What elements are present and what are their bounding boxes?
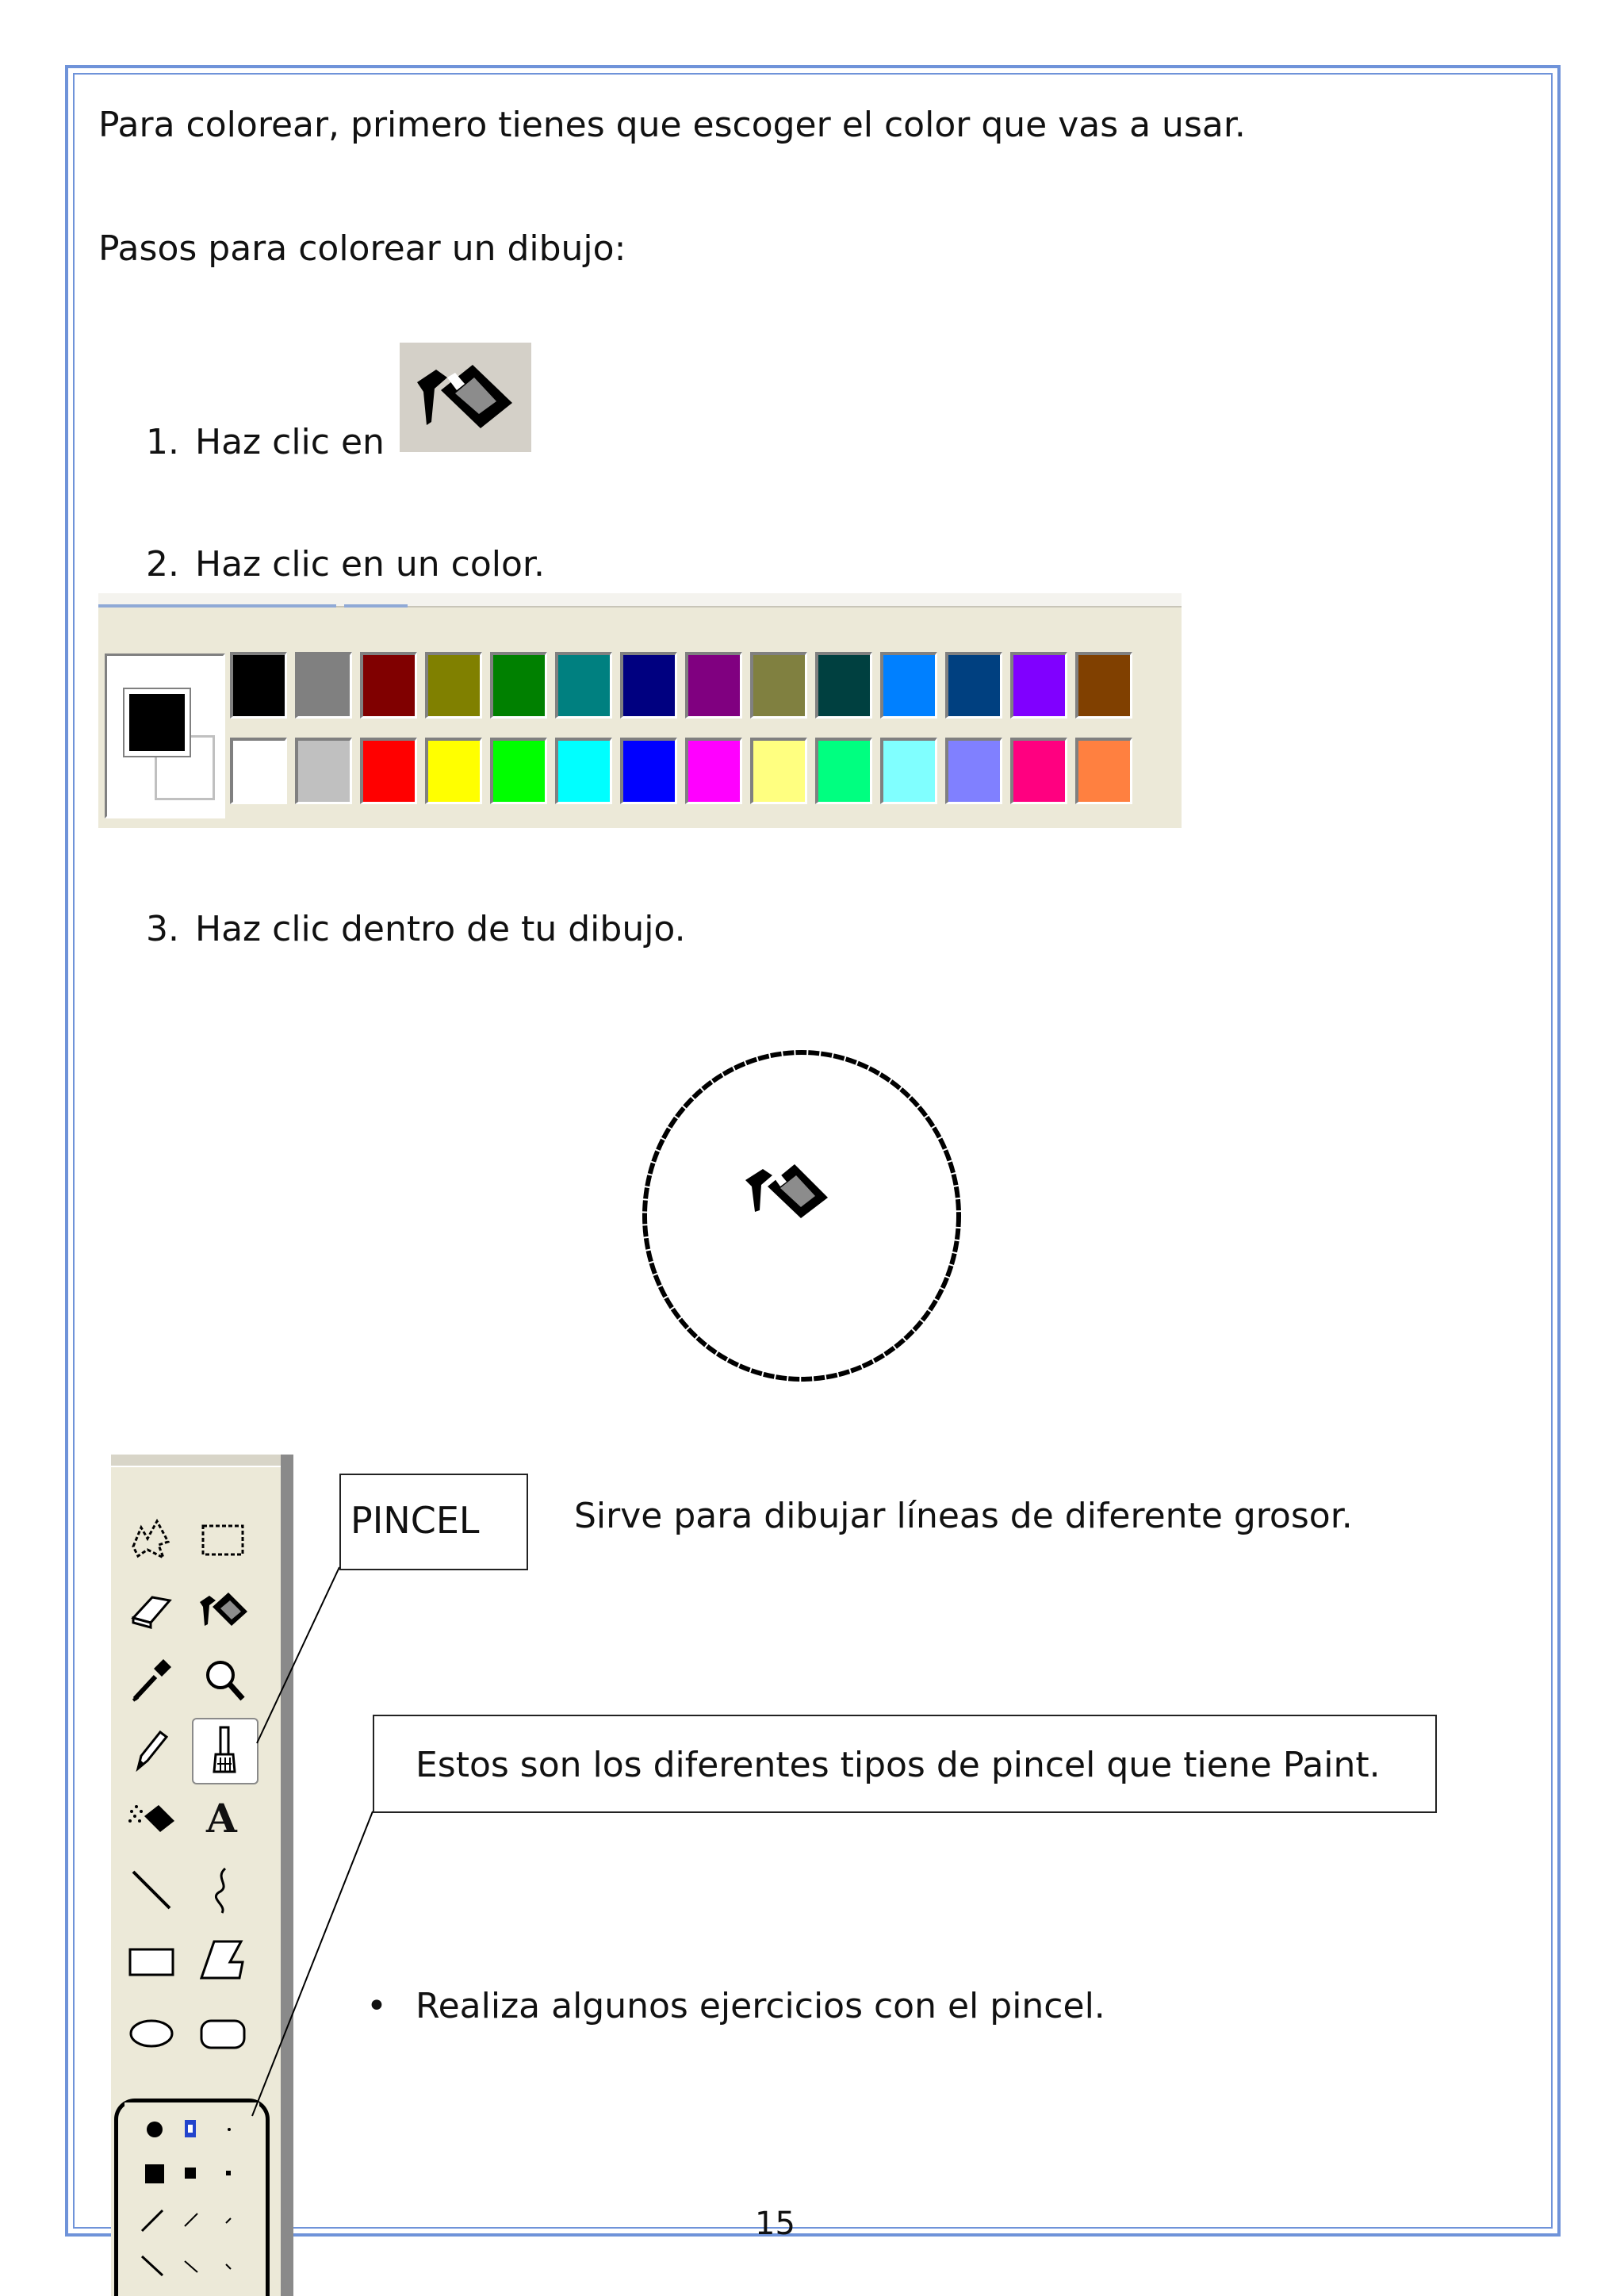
step-3-number: 3.: [146, 909, 179, 949]
brush-square-small-icon: [226, 2171, 231, 2175]
color-swatch[interactable]: [945, 738, 1002, 804]
line-icon: [124, 1862, 179, 1918]
color-swatch[interactable]: [230, 652, 287, 719]
airbrush-icon: [124, 1792, 179, 1848]
text-tool[interactable]: [195, 1792, 251, 1848]
rounded-rect-icon: [195, 2005, 251, 2060]
step-2-number: 2.: [146, 544, 179, 585]
color-swatch[interactable]: [555, 652, 612, 719]
fill-cursor-icon: [745, 1164, 828, 1218]
text-icon: A: [206, 1795, 237, 1842]
color-swatch[interactable]: [945, 652, 1002, 719]
step-3-text: Haz clic dentro de tu dibujo.: [195, 909, 686, 949]
brush-icon: [193, 1719, 257, 1783]
color-swatch[interactable]: [295, 652, 352, 719]
page-number: 15: [755, 2206, 795, 2242]
rect-select-icon: [195, 1510, 251, 1566]
polygon-tool[interactable]: [195, 1934, 251, 1989]
exercise-text: Realiza algunos ejercicios con el pincel.: [416, 1986, 1105, 2026]
color-swatch[interactable]: [620, 738, 677, 804]
free-select-icon: [124, 1510, 179, 1566]
eraser-icon: [124, 1581, 179, 1637]
ellipse-icon: [124, 2005, 179, 2060]
brush-size-icons: [118, 2102, 266, 2296]
pincel-label-box: [339, 1474, 528, 1570]
polygon-icon: [195, 1934, 251, 1989]
eraser-tool[interactable]: [124, 1581, 179, 1637]
free-select-tool[interactable]: [124, 1510, 179, 1566]
brush-types-note-box: [373, 1715, 1437, 1813]
ellipse-tool[interactable]: [124, 2005, 179, 2060]
color-swatch[interactable]: [685, 652, 742, 719]
color-swatch[interactable]: [295, 738, 352, 804]
color-swatch[interactable]: [230, 738, 287, 804]
current-colors[interactable]: [105, 654, 225, 818]
color-swatch[interactable]: [815, 652, 872, 719]
color-swatch[interactable]: [880, 652, 937, 719]
magnifier-icon: [195, 1651, 251, 1707]
color-swatch[interactable]: [880, 738, 937, 804]
toolbox-right-edge: [281, 1455, 293, 2296]
color-picker-tool[interactable]: [124, 1651, 179, 1707]
brush-round-small-icon: [228, 2128, 231, 2131]
circle-drawing[interactable]: [639, 1045, 964, 1386]
pincel-label: PINCEL: [350, 1499, 480, 1542]
step-2-text: Haz clic en un color.: [195, 544, 545, 585]
color-swatch[interactable]: [490, 652, 547, 719]
brush-square-medium-icon: [185, 2168, 196, 2179]
pincel-description: Sirve para dibujar líneas de diferente grosor.: [574, 1496, 1353, 1536]
brush-round-large-icon: [147, 2122, 163, 2137]
brush-square-large-icon: [145, 2164, 164, 2183]
color-swatch[interactable]: [555, 738, 612, 804]
fill-icon: [400, 343, 531, 452]
magnifier-tool[interactable]: [195, 1651, 251, 1707]
fill-tool[interactable]: [195, 1581, 251, 1637]
color-swatch[interactable]: [1010, 738, 1067, 804]
color-picker-icon: [124, 1651, 179, 1707]
steps-heading: Pasos para colorear un dibujo:: [98, 228, 626, 269]
color-swatch[interactable]: [750, 738, 807, 804]
curve-tool[interactable]: [195, 1862, 251, 1918]
curve-icon: [195, 1862, 251, 1918]
rectangle-tool[interactable]: [124, 1934, 179, 1989]
rect-select-tool[interactable]: [195, 1510, 251, 1566]
airbrush-tool[interactable]: [124, 1792, 179, 1848]
step-1-text: Haz clic en: [195, 422, 385, 462]
color-swatch[interactable]: [425, 652, 482, 719]
pencil-tool[interactable]: [124, 1721, 179, 1777]
color-palette: [98, 593, 1182, 828]
brush-types-note: Estos son los diferentes tipos de pincel que tiene Paint.: [416, 1745, 1381, 1785]
color-swatch[interactable]: [1075, 738, 1132, 804]
rounded-rect-tool[interactable]: [195, 2005, 251, 2060]
exercise-bullet: •: [366, 1986, 387, 2026]
color-swatch[interactable]: [750, 652, 807, 719]
paint-toolbox: [111, 1455, 293, 2296]
color-swatch[interactable]: [360, 738, 417, 804]
palette-tab-left: [98, 593, 336, 608]
color-swatch[interactable]: [490, 738, 547, 804]
intro-text: Para colorear, primero tienes que escoger el color que vas a usar.: [98, 105, 1246, 145]
foreground-color-swatch[interactable]: [124, 689, 190, 756]
pencil-icon: [124, 1721, 179, 1777]
fill-tool-button[interactable]: [400, 343, 531, 452]
rectangle-icon: [124, 1934, 179, 1989]
color-swatch[interactable]: [360, 652, 417, 719]
color-swatch[interactable]: [620, 652, 677, 719]
color-swatch[interactable]: [1075, 652, 1132, 719]
color-swatch[interactable]: [1010, 652, 1067, 719]
line-tool[interactable]: [124, 1862, 179, 1918]
step-1-number: 1.: [146, 422, 179, 462]
color-swatch[interactable]: [815, 738, 872, 804]
color-swatch[interactable]: [685, 738, 742, 804]
fill-icon: [195, 1581, 251, 1637]
brush-size-options: [114, 2099, 270, 2296]
color-swatch[interactable]: [425, 738, 482, 804]
brush-tool[interactable]: [192, 1718, 259, 1784]
toolbox-top-edge: [111, 1455, 293, 1467]
palette-tab-right: [344, 593, 408, 608]
